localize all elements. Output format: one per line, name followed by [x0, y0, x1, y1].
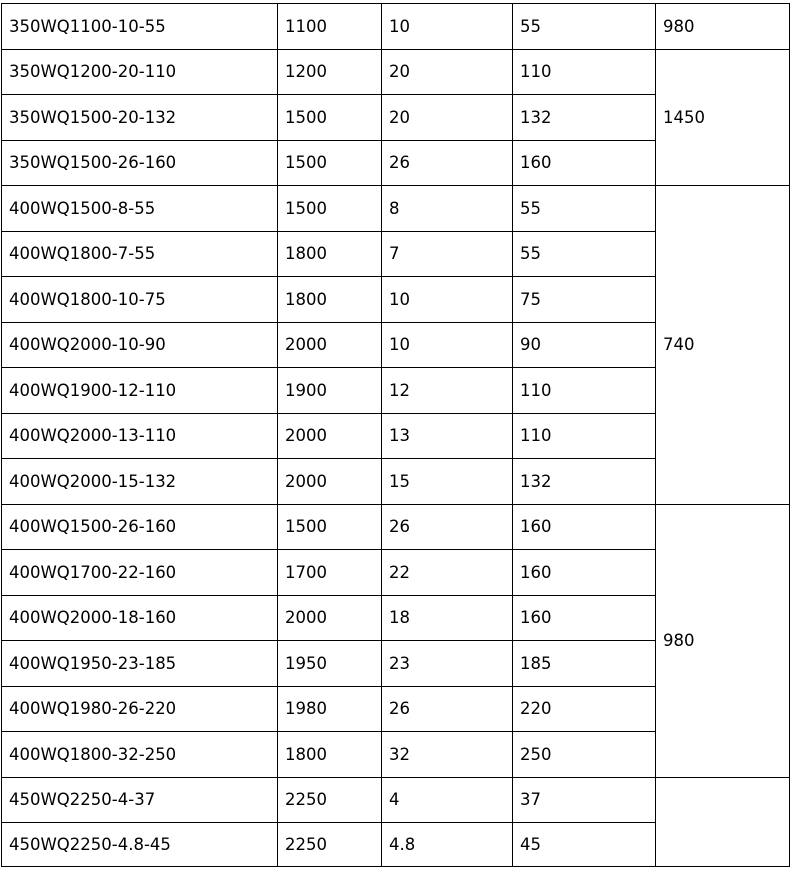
power-cell: 55: [513, 4, 656, 50]
flow-cell: 1500: [278, 504, 382, 550]
model-cell: 400WQ1500-26-160: [2, 504, 278, 550]
flow-cell: 1800: [278, 231, 382, 277]
flow-cell: 1200: [278, 49, 382, 95]
flow-cell: 1500: [278, 140, 382, 186]
flow-cell: 1980: [278, 686, 382, 732]
model-cell: 450WQ2250-4.8-45: [2, 823, 278, 867]
speed-cell: 1450: [656, 49, 790, 186]
power-cell: 185: [513, 641, 656, 687]
flow-cell: 1800: [278, 732, 382, 778]
model-cell: 350WQ1500-26-160: [2, 140, 278, 186]
flow-cell: 2000: [278, 322, 382, 368]
model-cell: 350WQ1200-20-110: [2, 49, 278, 95]
power-cell: 110: [513, 49, 656, 95]
power-cell: 55: [513, 186, 656, 232]
speed-cell: 740: [656, 186, 790, 505]
model-cell: 400WQ2000-10-90: [2, 322, 278, 368]
flow-cell: 2250: [278, 823, 382, 867]
power-cell: 90: [513, 322, 656, 368]
head-cell: 20: [382, 95, 513, 141]
model-cell: 400WQ1950-23-185: [2, 641, 278, 687]
head-cell: 22: [382, 550, 513, 596]
pump-spec-table: [1, 3, 790, 867]
head-cell: 10: [382, 4, 513, 50]
head-cell: 20: [382, 49, 513, 95]
model-cell: 400WQ1700-22-160: [2, 550, 278, 596]
flow-cell: 1950: [278, 641, 382, 687]
model-cell: 400WQ2000-18-160: [2, 595, 278, 641]
table-row: [2, 504, 790, 550]
flow-cell: 2000: [278, 459, 382, 505]
head-cell: 26: [382, 504, 513, 550]
power-cell: 160: [513, 595, 656, 641]
power-cell: 132: [513, 95, 656, 141]
flow-cell: 1500: [278, 95, 382, 141]
power-cell: 160: [513, 550, 656, 596]
model-cell: 400WQ1500-8-55: [2, 186, 278, 232]
head-cell: 26: [382, 140, 513, 186]
model-cell: 400WQ2000-15-132: [2, 459, 278, 505]
flow-cell: 2000: [278, 413, 382, 459]
model-cell: 450WQ2250-4-37: [2, 777, 278, 823]
model-cell: 400WQ1800-7-55: [2, 231, 278, 277]
table-row: [2, 4, 790, 50]
speed-cell: [656, 777, 790, 867]
flow-cell: 2000: [278, 595, 382, 641]
speed-cell: 980: [656, 504, 790, 777]
head-cell: 32: [382, 732, 513, 778]
table-row: [2, 777, 790, 823]
model-cell: 400WQ1800-32-250: [2, 732, 278, 778]
power-cell: 220: [513, 686, 656, 732]
model-cell: 400WQ2000-13-110: [2, 413, 278, 459]
head-cell: 13: [382, 413, 513, 459]
head-cell: 8: [382, 186, 513, 232]
power-cell: 110: [513, 413, 656, 459]
model-cell: 350WQ1100-10-55: [2, 4, 278, 50]
head-cell: 23: [382, 641, 513, 687]
power-cell: 160: [513, 504, 656, 550]
flow-cell: 2250: [278, 777, 382, 823]
model-cell: 400WQ1900-12-110: [2, 368, 278, 414]
table-row: [2, 49, 790, 95]
power-cell: 250: [513, 732, 656, 778]
flow-cell: 1700: [278, 550, 382, 596]
flow-cell: 1800: [278, 277, 382, 323]
table-row: [2, 186, 790, 232]
head-cell: 10: [382, 277, 513, 323]
head-cell: 12: [382, 368, 513, 414]
head-cell: 4.8: [382, 823, 513, 867]
power-cell: 45: [513, 823, 656, 867]
head-cell: 18: [382, 595, 513, 641]
power-cell: 160: [513, 140, 656, 186]
head-cell: 10: [382, 322, 513, 368]
power-cell: 132: [513, 459, 656, 505]
flow-cell: 1900: [278, 368, 382, 414]
model-cell: 400WQ1980-26-220: [2, 686, 278, 732]
model-cell: 400WQ1800-10-75: [2, 277, 278, 323]
head-cell: 26: [382, 686, 513, 732]
head-cell: 7: [382, 231, 513, 277]
head-cell: 4: [382, 777, 513, 823]
flow-cell: 1100: [278, 4, 382, 50]
head-cell: 15: [382, 459, 513, 505]
model-cell: 350WQ1500-20-132: [2, 95, 278, 141]
speed-cell: 980: [656, 4, 790, 50]
power-cell: 110: [513, 368, 656, 414]
power-cell: 55: [513, 231, 656, 277]
power-cell: 37: [513, 777, 656, 823]
flow-cell: 1500: [278, 186, 382, 232]
power-cell: 75: [513, 277, 656, 323]
